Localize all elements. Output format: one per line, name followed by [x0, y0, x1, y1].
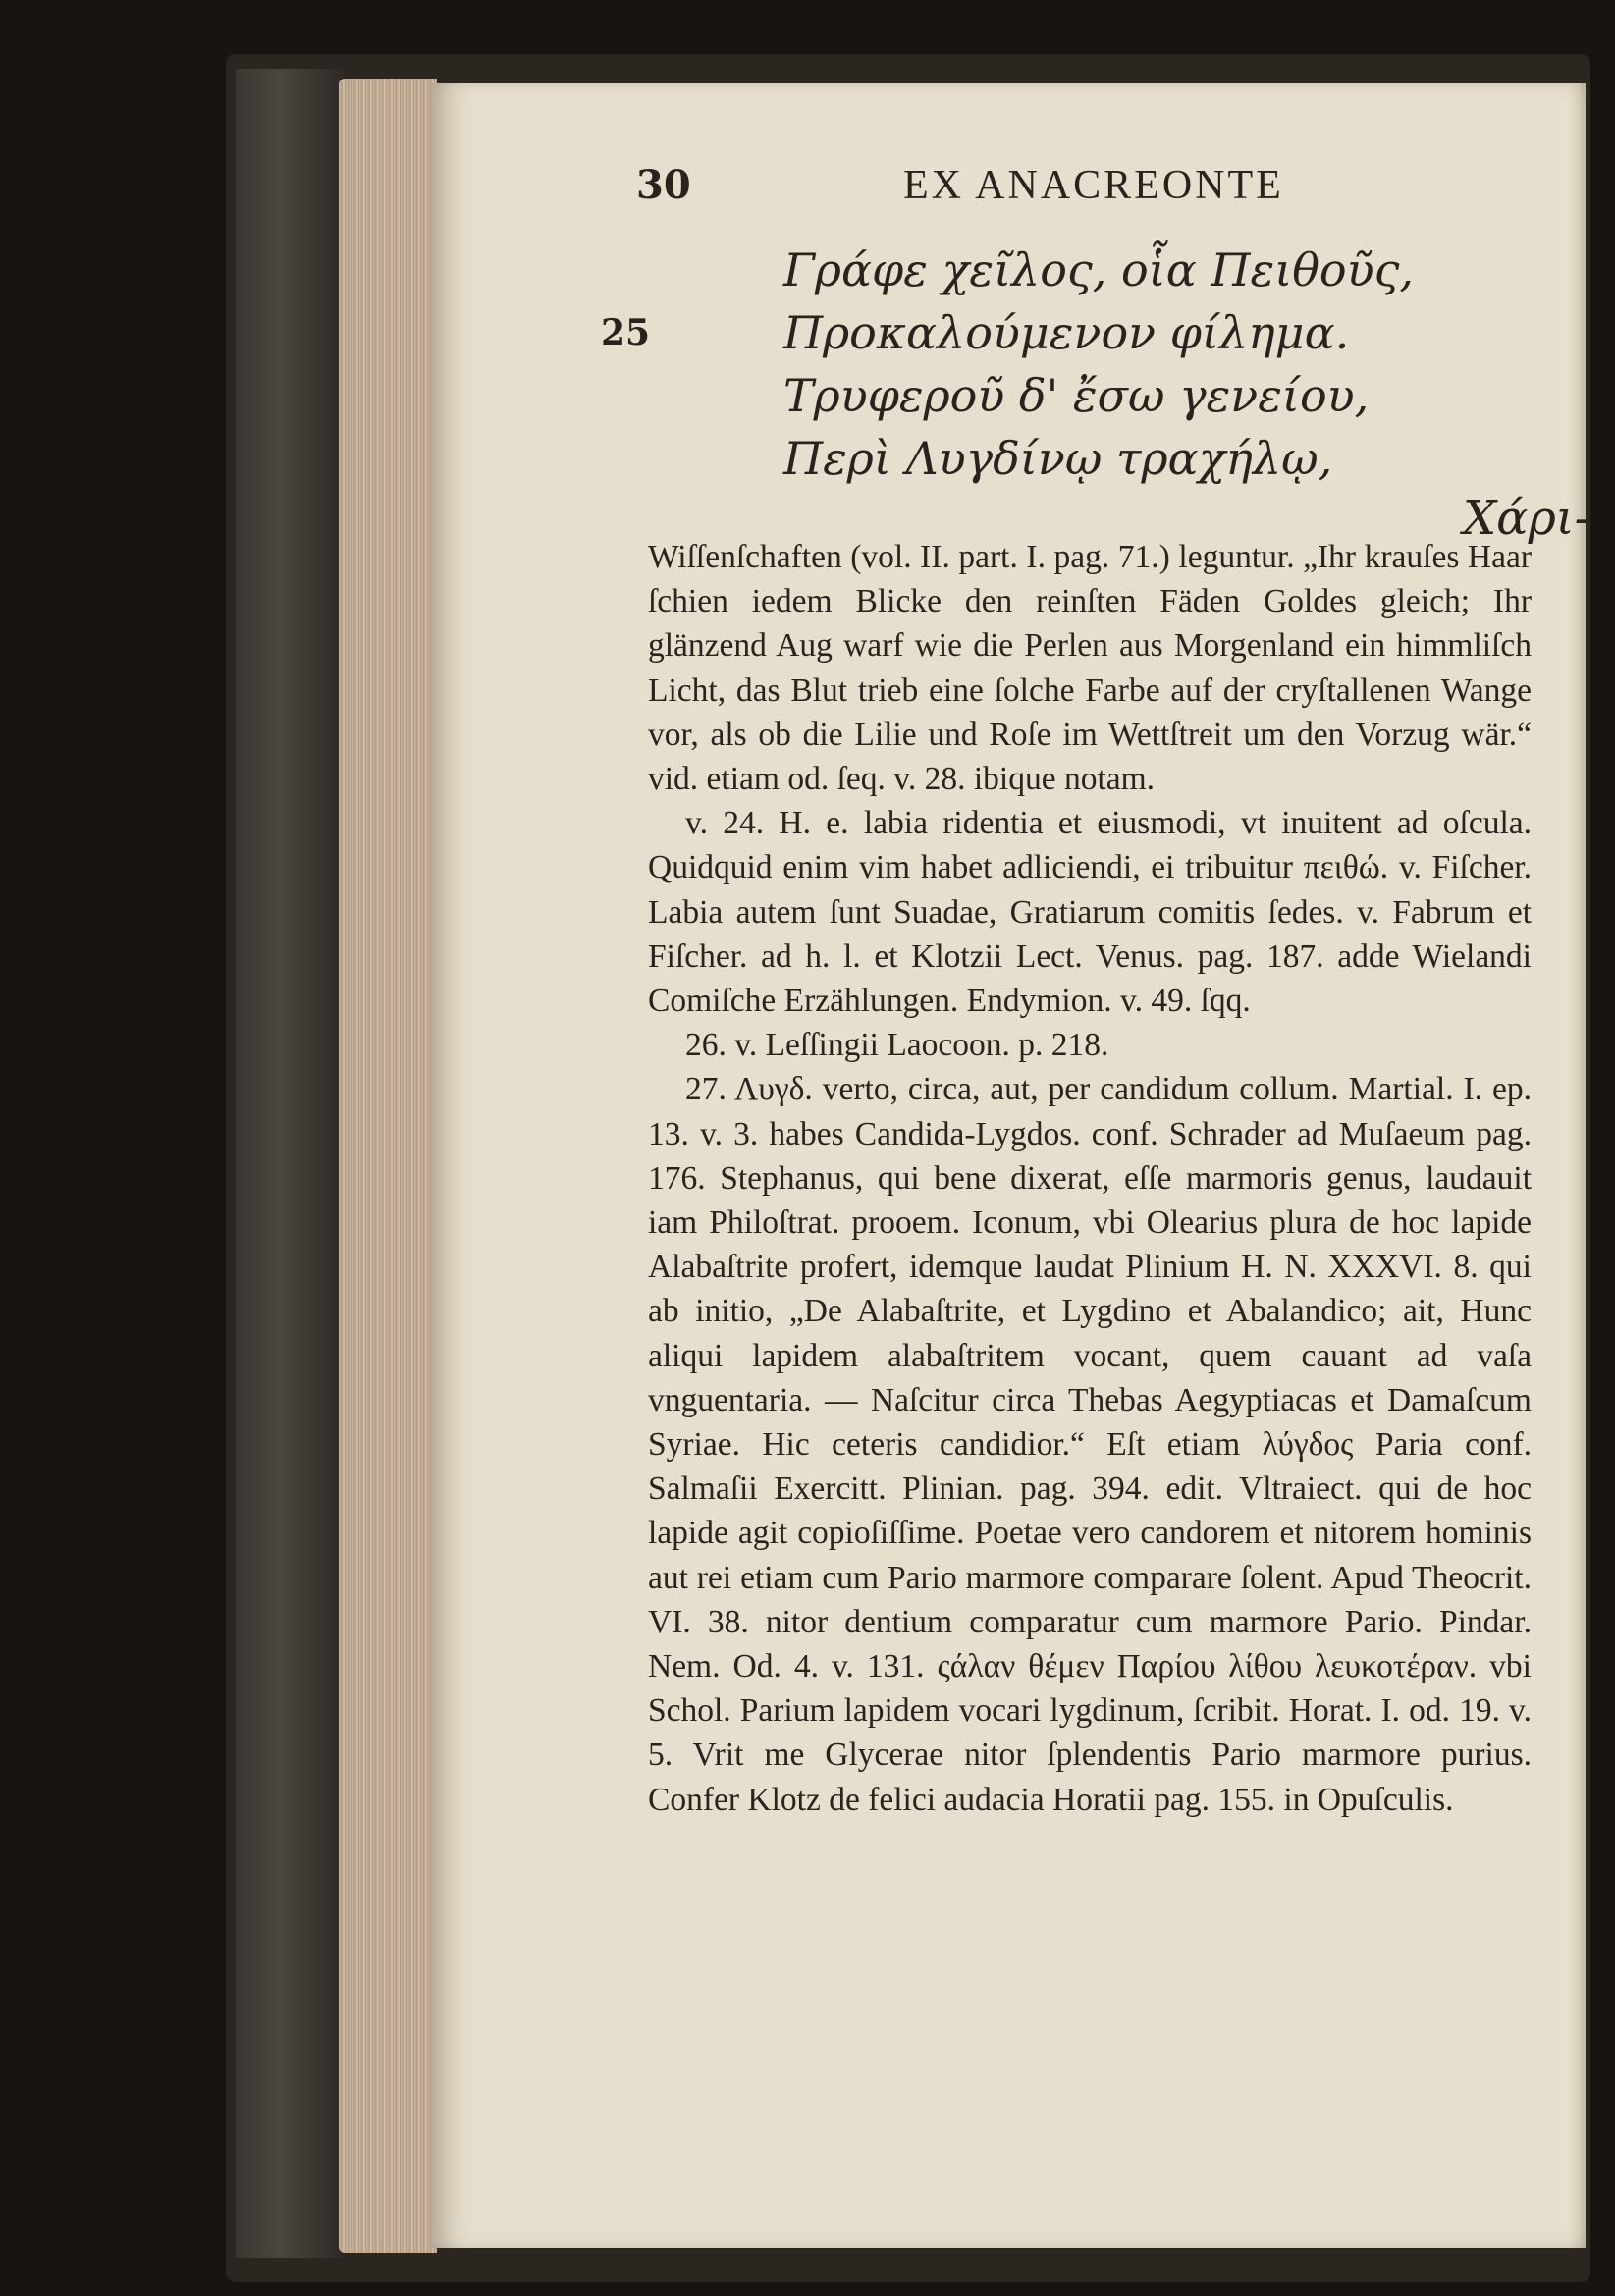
- line-number-marker: 25: [601, 312, 651, 353]
- page-edges: [339, 79, 437, 2253]
- commentary-notes: [648, 535, 1532, 1822]
- commentary-paragraph: 26. v. Leſſingii Laocoon. p. 218.: [685, 1027, 1109, 1064]
- commentary-paragraph: v. 24. H. e. labia ridentia et eiusmodi, vt inuitent ad oſcula. Quidquid enim vim habet adliciendi, ei tribuitur πειθώ. v. Fiſcher. Labia autem ſunt Suadae, Gratiarum comitis ſedes. v. Fabrum et Fiſcher. ad h. l. et Klotzii Lect. Venus. pag. 187. adde Wielandi Comiſche Erzählungen. Endymion. v. 49. ſqq.: [648, 805, 1532, 1020]
- verse-line: Τρυφεροῦ δ' ἔσω γενείου,: [783, 369, 1370, 422]
- commentary-paragraph: 27. Λυγδ. verto, circa, aut, per candidum collum. Martial. I. ep. 13. v. 3. habes Candida-Lygdos. conf. Schrader ad Muſaeum pag. 176. Stephanus, qui bene dixerat, eſſe marmoris genus, laudauit iam Philoſtrat. prooem. Iconum, vbi Olearius plura de hoc lapide Alabaſtrite profert, idemque laudat Plinium H. N. XXXVI. 8. qui ab initio, „De Alabaſtrite, et Lygdino et Abalandico; ait, Hunc aliqui lapidem alabaſtritem vocant, quem cauant ad vaſa vnguentaria. — Naſcitur circa Thebas Aegyptiacas et Damaſcum Syriae. Hic ceteris candidior.“ Eſt etiam λύγδος Paria conf. Salmaſii Exercitt. Plinian. pag. 394. edit. Vltraiect. qui de hoc lapide agit copioſiſſime. Poetae vero candorem et nitorem hominis aut rei etiam cum Pario marmore comparare ſolent. Apud Theocrit. VI. 38. nitor dentium comparatur cum marmore Pario. Pindar. Nem. Od. 4. v. 131. ςάλαν θέμεν Παρίου λίθου λευκοτέραν. vbi Schol. Parium lapidem vocari lygdinum, ſcribit. Horat. I. od. 19. v. 5. Vrit me Glycerae nitor ſplendentis Pario marmore purius. Confer Klotz de felici audacia Horatii pag. 155. in Opuſculis.: [648, 1071, 1532, 1818]
- page-number: 30: [636, 162, 691, 208]
- catchword: Χάρι-: [1463, 491, 1590, 546]
- verse-line: Γράφε χεῖλος, οἷα Πειθοῦς,: [783, 243, 1414, 296]
- running-head: EX ANACREONTE: [903, 163, 1284, 208]
- book-spine-board: [236, 69, 344, 2258]
- verse-line: Περὶ Λυγδίνῳ τραχήλῳ,: [783, 432, 1333, 485]
- commentary-paragraph: Wiſſenſchaften (vol. II. part. I. pag. 71.) leguntur. „Ihr krauſes Haar ſchien iedem Blicke den reinſten Fäden Goldes gleich; Ihr glänzend Aug warf wie die Perlen aus Morgenland ein himmliſch Licht, das Blut trieb eine ſolche Farbe auf der cryſtallenen Wange vor, als ob die Lilie und Roſe im Wettſtreit um den Vorzug wär.“ vid. etiam od. ſeq. v. 28. ibique notam.: [648, 539, 1532, 798]
- verse-line: Προκαλούμενον φίλημα.: [783, 306, 1350, 359]
